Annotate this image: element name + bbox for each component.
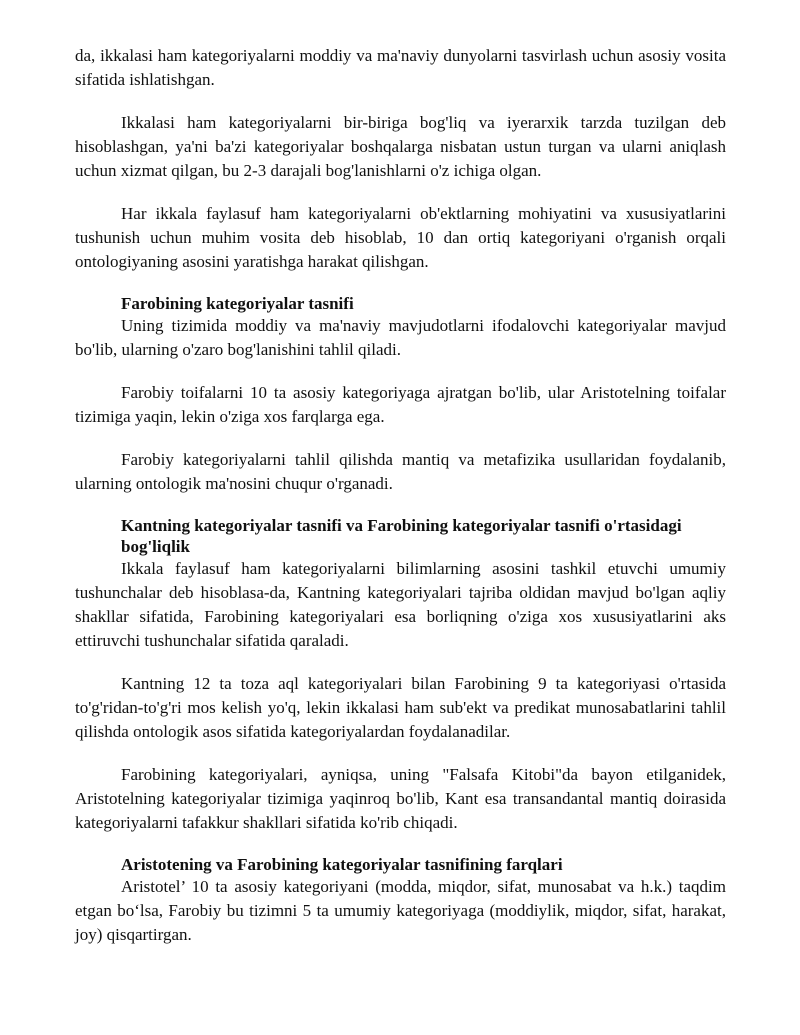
paragraph-10: Aristotel’ 10 ta asosiy kategoriyani (modda, miqdor, sifat, munosabat va h.k.) taqdim etgan bo‘lsa, Farobiy bu tizimni 5 ta umumiy kategoriyaga (moddiylik, miqdor, sifat, harakat, joy) qisqartirgan. [75,877,726,944]
heading-farobi-categories: Farobining kategoriyalar tasnifi [121,294,354,313]
document-page [75,44,726,947]
heading-kant-farobi-relation: Kantning kategoriyalar tasnifi va Farobining kategoriyalar tasnifi o'rtasidagi bog'liqlik [121,516,682,556]
paragraph-1: da, ikkalasi ham kategoriyalarni moddiy va ma'naviy dunyolarni tasvirlash uchun asosiy vosita sifatida ishlatishgan. [75,46,726,89]
heading-aristotle-farobi-differences: Aristotening va Farobining kategoriyalar tasnifining farqlari [121,855,563,874]
paragraph-6: Farobiy kategoriyalarni tahlil qilishda mantiq va metafizika usullaridan foydalanib, ularning ontologik ma'nosini chuqur o'rganadi. [75,450,726,493]
paragraph-4: Uning tizimida moddiy va ma'naviy mavjudotlarni ifodalovchi kategoriyalar mavjud bo'lib, ularning o'zaro bog'lanishini tahlil qiladi. [75,316,726,359]
paragraph-8: Kantning 12 ta toza aql kategoriyalari bilan Farobining 9 ta kategoriyasi o'rtasida to'g'ridan-to'g'ri mos kelish yo'q, lekin ikkalasi ham sub'ekt va predikat munosabatlarini tahlil qilishda ontologik asos sifatida kategoriyalardan foydalanadilar. [75,674,726,741]
paragraph-5: Farobiy toifalarni 10 ta asosiy kategoriyaga ajratgan bo'lib, ular Aristotelning toifalar tizimiga yaqin, lekin o'ziga xos farqlarga ega. [75,383,726,426]
paragraph-2: Ikkalasi ham kategoriyalarni bir-biriga bog'liq va iyerarxik tarzda tuzilgan deb hisoblashgan, ya'ni ba'zi kategoriyalar boshqalarga nisbatan ustun turgan va ularni aniqlash uchun xizmat qilgan, bu 2-3 darajali bog'lanishlarni o'z ichiga olgan. [75,113,726,180]
paragraph-9: Farobining kategoriyalari, ayniqsa, uning "Falsafa Kitobi"da bayon etilganidek, Aristotelning kategoriyalar tizimiga yaqinroq bo'lib, Kant esa transandantal mantiq doirasida kategoriyalarni tafakkur shakllari sifatida ko'rib chiqadi. [75,765,726,832]
paragraph-7: Ikkala faylasuf ham kategoriyalarni bilimlarning asosini tashkil etuvchi umumiy tushunchalar deb hisoblasa-da, Kantning kategoriyalari tajriba oldidan mavjud bo'lgan aqliy shakllar sifatida, Farobining kategoriyalari esa borliqning o'ziga xos xususiyatlarini aks ettiruvchi tushunchalar sifatida qaraladi. [75,559,726,650]
paragraph-3: Har ikkala faylasuf ham kategoriyalarni ob'ektlarning mohiyatini va xususiyatlarini tushunish uchun muhim vosita deb hisoblab, 10 dan ortiq kategoriyani o'rganish orqali ontologiyaning asosini yaratishga harakat qilishgan. [75,204,726,271]
